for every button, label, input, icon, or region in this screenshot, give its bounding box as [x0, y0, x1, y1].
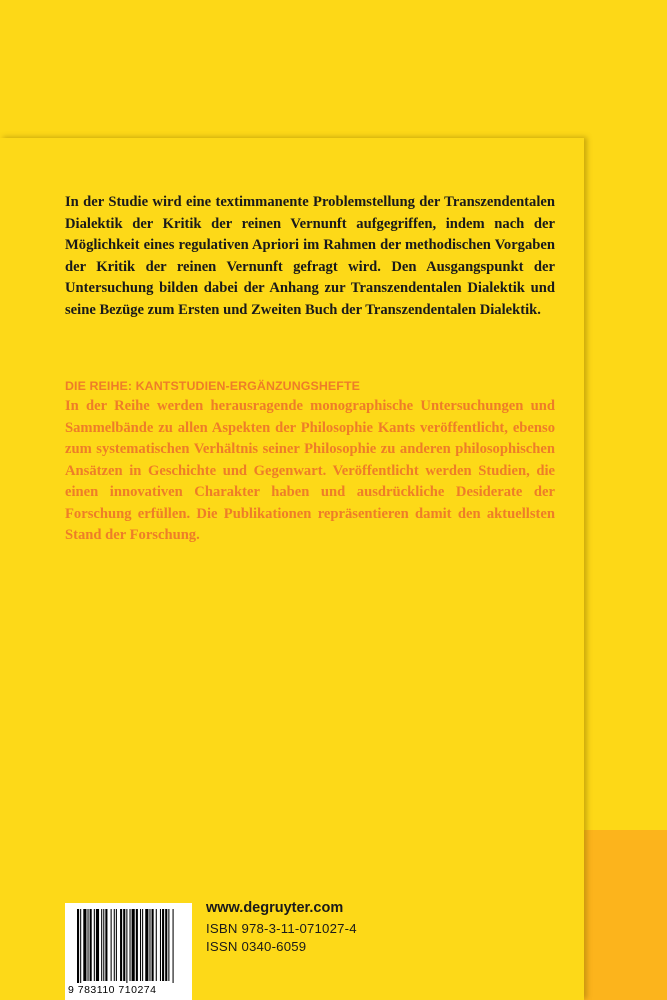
- barcode-bars: [65, 903, 192, 983]
- issn-number: ISSN 0340-6059: [206, 939, 307, 954]
- book-description: In der Studie wird eine textimmanente Problemstellung der Transzendentalen Dialektik der Kritik der reinen Vernunft aufgegriffen, indem nach der Möglichkeit eines regulativen Apriori im Rahmen der methodischen Vorgaben der Kritik der reinen Vernunft gefragt wird. Den Ausgangspunkt der Untersuchung bilden dabei der Anhang zur Transzendentalen Dialektik und seine Bezüge zum Ersten und Zweiten Buch der Transzendentalen Dialektik.: [65, 194, 555, 318]
- publisher-url[interactable]: www.degruyter.com: [206, 900, 344, 916]
- isbn-number: ISBN 978-3-11-071027-4: [206, 921, 357, 936]
- barcode: [65, 903, 192, 1000]
- barcode-number: 9 783110 710274: [68, 984, 157, 996]
- series-description: In der Reihe werden herausragende monographische Untersuchungen und Sammelbände zu allen Aspekten der Philosophie Kants veröffentlicht, ebenso zum systematischen Verhältnis seiner Philosophie zu anderen philosophischen Ansätzen in Geschichte und Gegenwart. Veröffentlicht werden Studien, die einen innovativen Charakter haben und ausdrückliche Desiderate der Forschung erfüllen. Die Publikationen repräsentieren damit den aktuellsten Stand der Forschung.: [65, 398, 555, 543]
- orange-accent-strip: [584, 830, 667, 1000]
- series-heading: DIE REIHE: KANTSTUDIEN-ERGÄNZUNGSHEFTE: [65, 379, 360, 393]
